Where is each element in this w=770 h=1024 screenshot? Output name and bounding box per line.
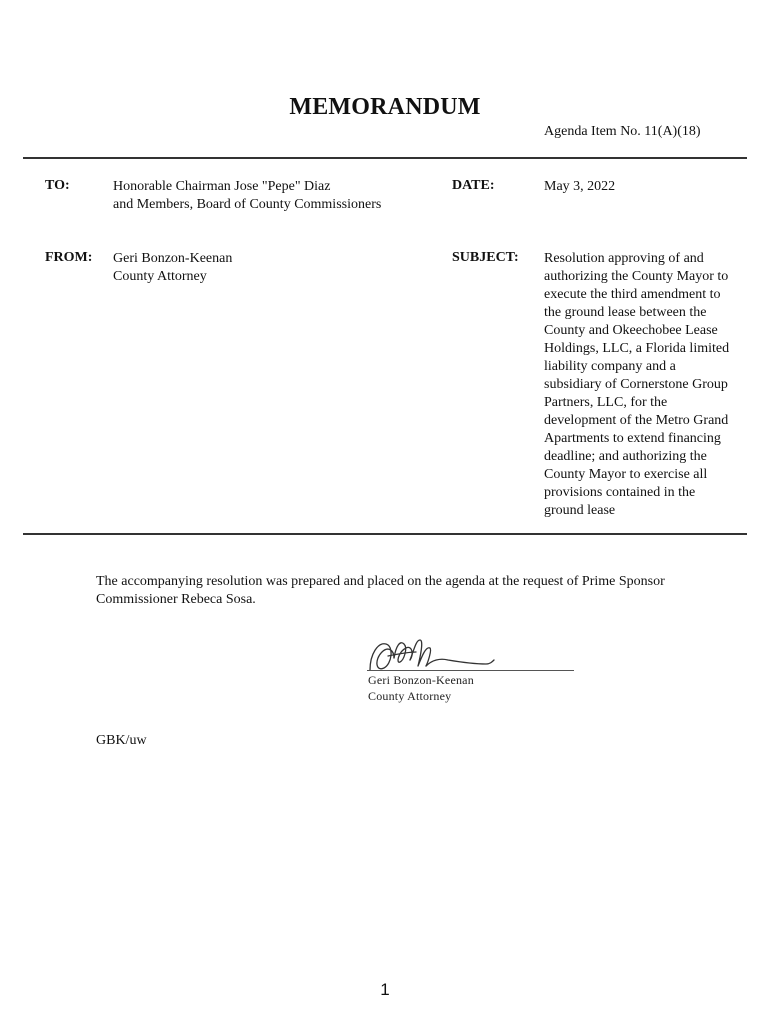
from-title: County Attorney: [113, 269, 207, 284]
subject-line: County Mayor to exercise all: [544, 467, 708, 482]
subject-line: provisions contained in the: [544, 485, 696, 500]
subject-line: subsidiary of Cornerstone Group: [544, 377, 728, 392]
to-label: TO:: [45, 178, 70, 193]
to-recipient-line-2: and Members, Board of County Commissioners: [113, 197, 382, 212]
from-name: Geri Bonzon-Keenan: [113, 251, 233, 266]
date-value: May 3, 2022: [544, 179, 616, 194]
page-number: 1: [380, 980, 390, 999]
date-label: DATE:: [452, 178, 495, 193]
subject-line: development of the Metro Grand: [544, 413, 729, 428]
signature-line: [367, 670, 574, 671]
subject-line: ground lease: [544, 503, 616, 518]
subject-line: Resolution approving of and: [544, 251, 704, 266]
top-divider: [23, 157, 747, 159]
subject-text: [544, 250, 754, 520]
subject-line: execute the third amendment to: [544, 287, 721, 302]
subject-label: SUBJECT:: [452, 250, 519, 265]
subject-line: Partners, LLC, for the: [544, 395, 668, 410]
subject-line: liability company and a: [544, 359, 676, 374]
memo-title: MEMORANDUM: [289, 94, 481, 120]
to-recipient-line-1: Honorable Chairman Jose "Pepe" Diaz: [113, 179, 331, 194]
subject-line: Apartments to extend financing: [544, 431, 721, 446]
memo-body: The accompanying resolution was prepared and placed on the agenda at the request of Prime Sponsor Commissioner Rebeca Sosa.: [96, 574, 665, 607]
signer-title: County Attorney: [368, 689, 452, 703]
subject-line: County and Okeechobee Lease: [544, 323, 718, 338]
subject-line: authorizing the County Mayor to: [544, 269, 729, 284]
subject-line: Holdings, LLC, a Florida limited: [544, 341, 730, 356]
subject-line: deadline; and authorizing the: [544, 449, 707, 464]
signer-name: Geri Bonzon-Keenan: [368, 673, 474, 687]
bottom-divider: [23, 533, 747, 535]
agenda-item-number: Agenda Item No. 11(A)(18): [544, 124, 701, 139]
typist-initials: GBK/uw: [96, 733, 147, 748]
subject-line: the ground lease between the: [544, 305, 707, 320]
from-label: FROM:: [45, 250, 93, 265]
